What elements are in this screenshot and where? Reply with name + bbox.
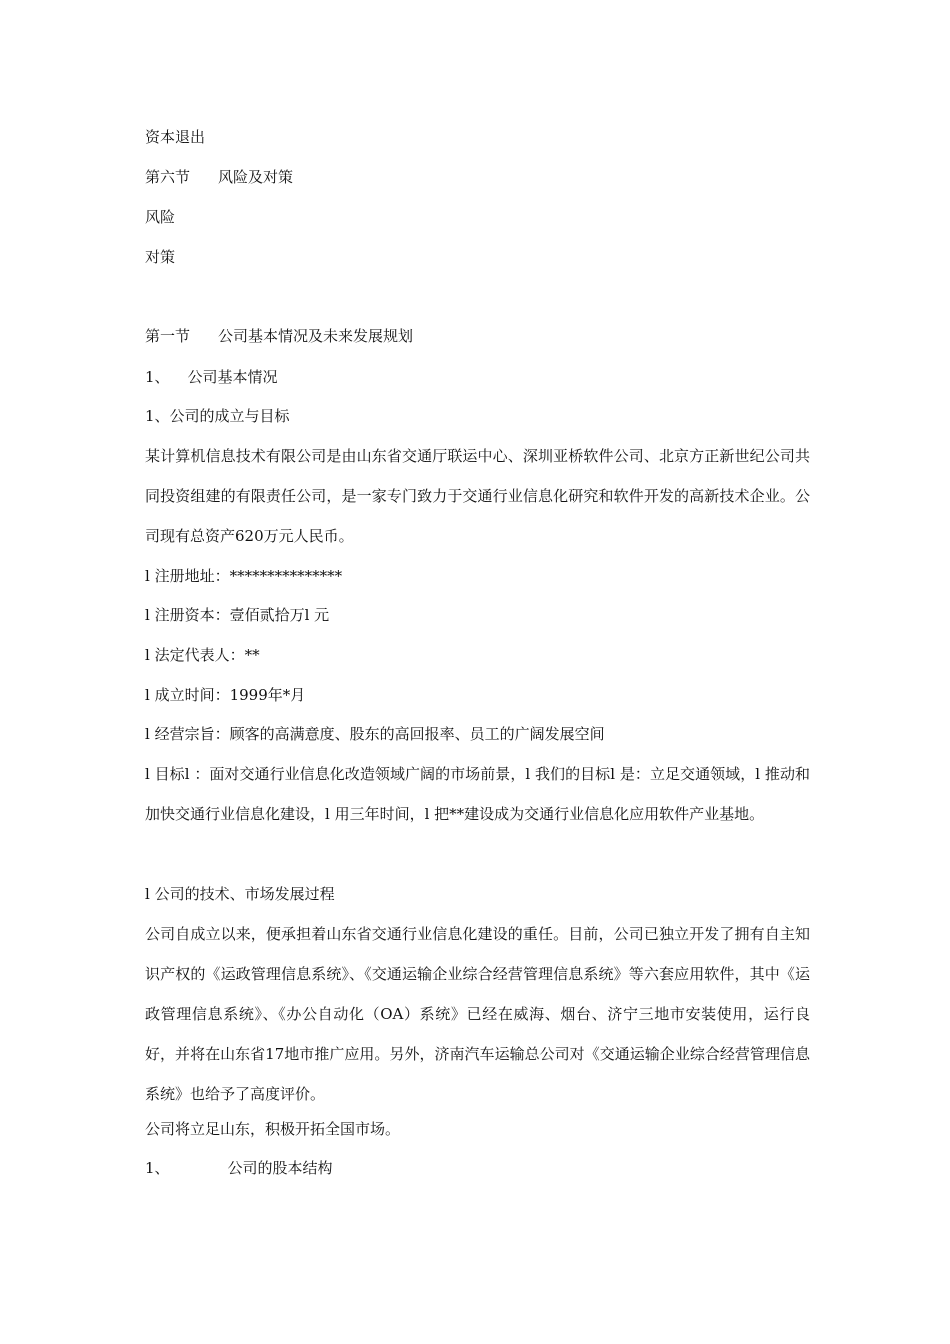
bullet-founded-date: l 成立时间：1999年*月	[145, 686, 306, 704]
bullet-goal-paragraph: l 目标l ：面对交通行业信息化改造领域广阔的市场前景，l 我们的目标l 是：立足交通领域，l 推动和加快交通行业信息化建设，l 用三年时间，l 把**建设成为交通行业信息化应用软件产业基地。	[145, 765, 810, 823]
subheading-number: 1、	[145, 368, 170, 386]
section6-title: 风险及对策	[218, 168, 294, 186]
section1-heading	[145, 326, 810, 346]
section1-title: 公司基本情况及未来发展规划	[218, 327, 414, 345]
toc-countermeasure: 对策	[145, 248, 176, 266]
bullet-registered-address: l 注册地址：***************	[145, 567, 343, 585]
section1-label: 第一节	[145, 327, 191, 345]
equity-number: 1、	[145, 1159, 170, 1177]
bullet-tech-market: l 公司的技术、市场发展过程	[145, 885, 335, 903]
bullet-registered-capital: l 注册资本：壹佰贰拾万l 元	[145, 606, 330, 624]
company-intro-paragraph: 某计算机信息技术有限公司是由山东省交通厅联运中心、深圳亚桥软件公司、北京方正新世纪公司共同投资组建的有限责任公司，是一家专门致力于交通行业信息化研究和软件开发的高新技术企业。公司现有总资产620万元人民币。	[145, 447, 810, 545]
section6-label: 第六节	[145, 168, 191, 186]
equity-title: 公司的股本结构	[227, 1159, 333, 1177]
toc-risk: 风险	[145, 208, 176, 226]
subheading-basic-info	[145, 367, 810, 387]
subheading-equity-structure	[145, 1158, 810, 1178]
toc-section6	[145, 167, 810, 187]
subheading-title: 公司基本情况	[187, 368, 278, 386]
market-plan-line: 公司将立足山东，积极开拓全国市场。	[145, 1120, 401, 1138]
subheading-establishment: 1、公司的成立与目标	[145, 407, 290, 425]
toc-capital-exit: 资本退出	[145, 128, 206, 146]
history-paragraph: 公司自成立以来，便承担着山东省交通行业信息化建设的重任。目前，公司已独立开发了拥有自主知识产权的《运政管理信息系统》、《交通运输企业综合经营管理信息系统》等六套应用软件，其中《运政管理信息系统》、《办公自动化（OA）系统》已经在威海、烟台、济宁三地市安装使用，运行良好，并将在山东省17地市推广应用。另外，济南汽车运输总公司对《交通运输企业综合经营管理信息系统》也给予了高度评价。	[145, 925, 810, 1103]
bullet-business-tenet: l 经营宗旨：顾客的高满意度、股东的高回报率、员工的广阔发展空间	[145, 725, 605, 743]
bullet-legal-representative: l 法定代表人：**	[145, 646, 260, 664]
